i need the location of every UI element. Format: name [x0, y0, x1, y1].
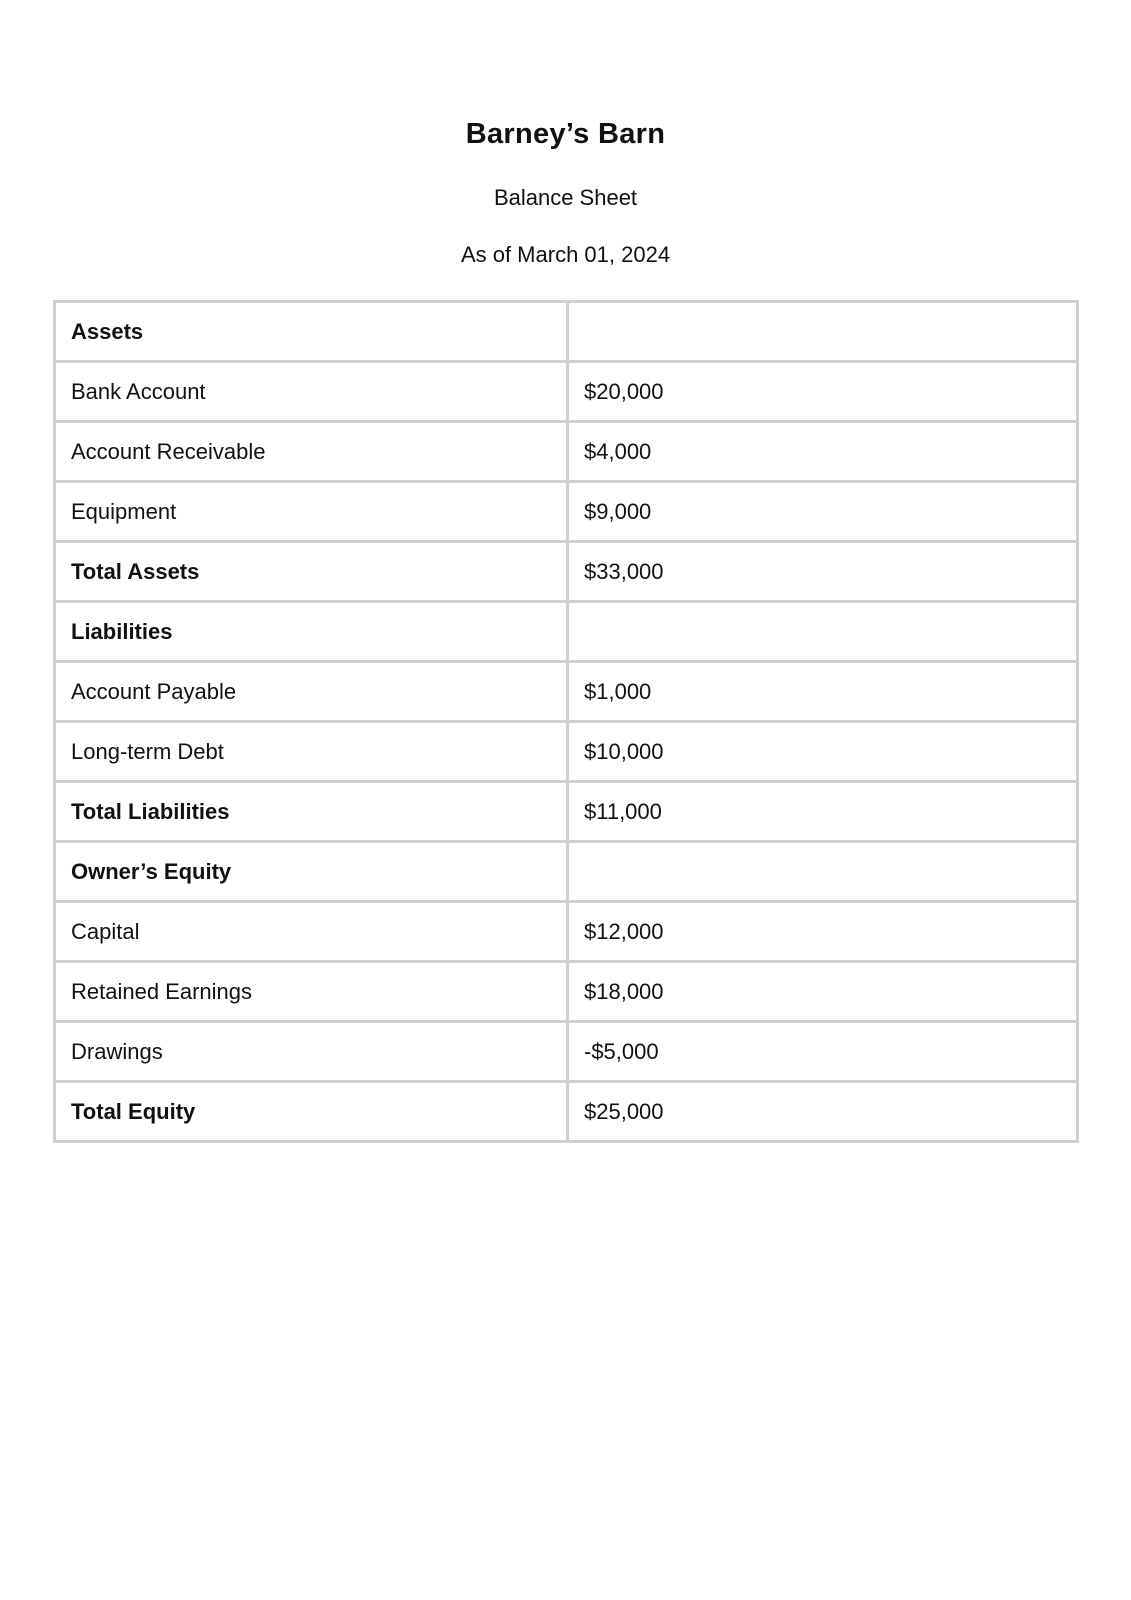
row-label: Long-term Debt [55, 722, 568, 782]
row-value [568, 602, 1078, 662]
report-title: Balance Sheet [493, 185, 638, 210]
row-value: $11,000 [568, 782, 1078, 842]
row-label: Liabilities [55, 602, 568, 662]
table-row [55, 482, 1078, 542]
row-value: $33,000 [568, 542, 1078, 602]
row-label: Total Liabilities [55, 782, 568, 842]
section-header-liabilities [55, 602, 1078, 662]
row-value: $4,000 [568, 422, 1078, 482]
company-name: Barney’s Barn [465, 118, 666, 150]
report-date: As of March 01, 2024 [460, 242, 671, 267]
total-row-assets [55, 542, 1078, 602]
row-value: $25,000 [568, 1082, 1078, 1142]
row-label: Owner’s Equity [55, 842, 568, 902]
row-label: Total Assets [55, 542, 568, 602]
table-row [55, 962, 1078, 1022]
row-value [568, 842, 1078, 902]
row-label: Total Equity [55, 1082, 568, 1142]
row-label: Drawings [55, 1022, 568, 1082]
section-header-equity [55, 842, 1078, 902]
row-label: Account Receivable [55, 422, 568, 482]
table-row [55, 362, 1078, 422]
row-label: Account Payable [55, 662, 568, 722]
row-value: -$5,000 [568, 1022, 1078, 1082]
balance-sheet-table [53, 300, 1079, 1143]
row-value: $9,000 [568, 482, 1078, 542]
row-value: $20,000 [568, 362, 1078, 422]
row-label: Bank Account [55, 362, 568, 422]
row-value: $18,000 [568, 962, 1078, 1022]
total-row-equity [55, 1082, 1078, 1142]
row-value: $1,000 [568, 662, 1078, 722]
row-label: Retained Earnings [55, 962, 568, 1022]
row-label: Equipment [55, 482, 568, 542]
table-row [55, 422, 1078, 482]
row-value: $12,000 [568, 902, 1078, 962]
table-row [55, 902, 1078, 962]
row-label: Capital [55, 902, 568, 962]
row-value [568, 302, 1078, 362]
table-row [55, 1022, 1078, 1082]
row-value: $10,000 [568, 722, 1078, 782]
total-row-liabilities [55, 782, 1078, 842]
section-header-assets [55, 302, 1078, 362]
row-label: Assets [55, 302, 568, 362]
table-row [55, 722, 1078, 782]
table-row [55, 662, 1078, 722]
